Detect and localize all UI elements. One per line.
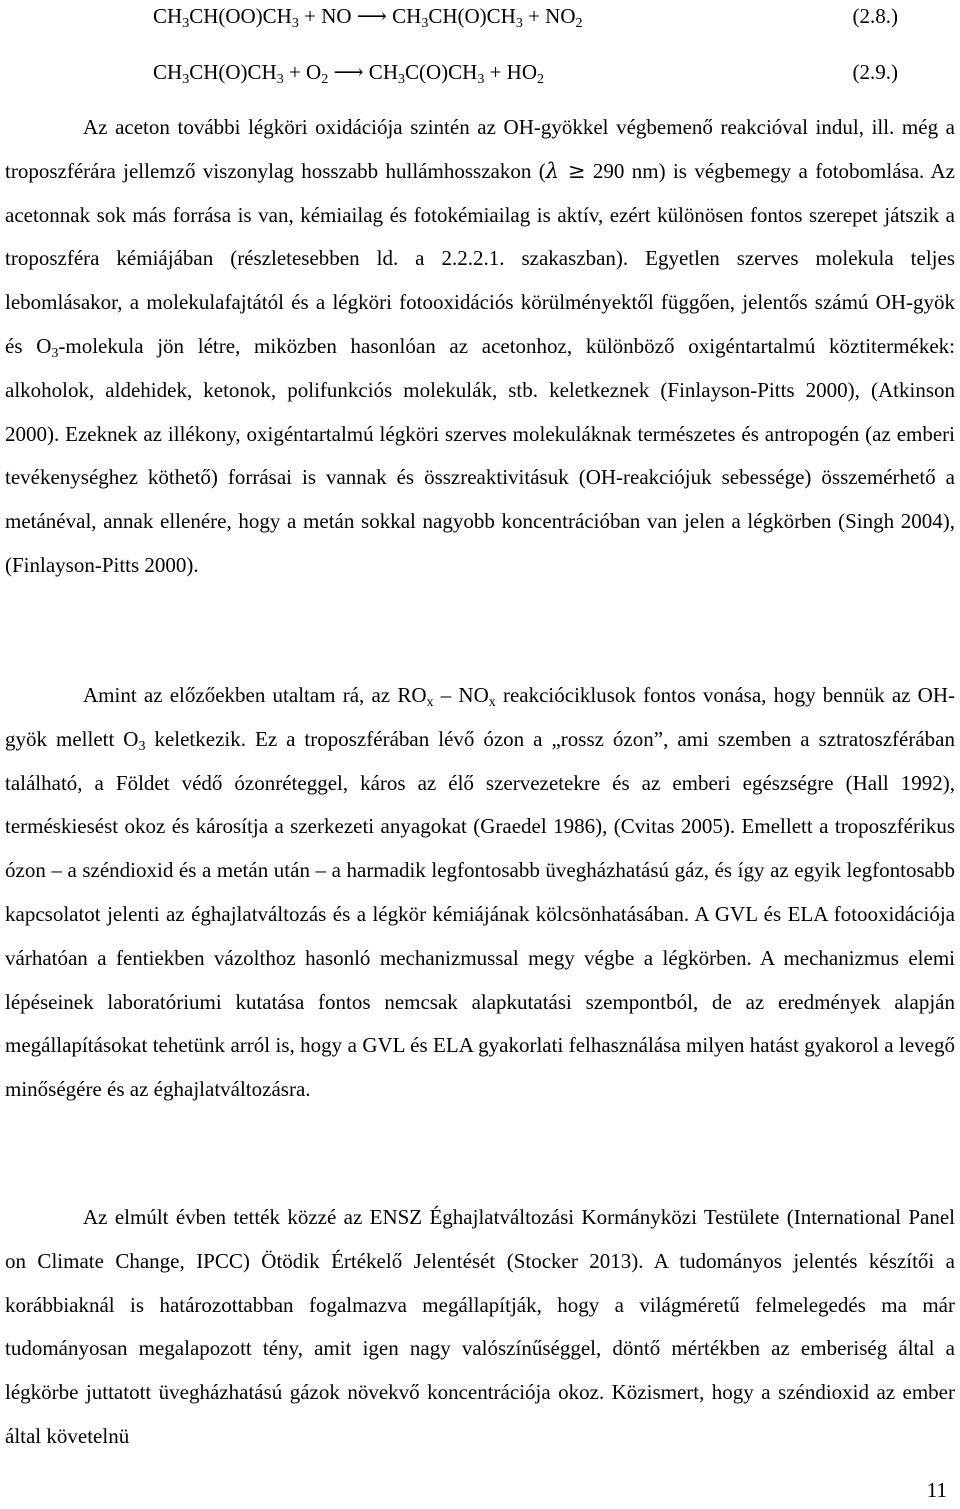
- equation-text: $CH_3CH(O)CH_3 + O_2$ ⟶ $CH_3C(O)CH_3 + HO_2$: [153, 60, 545, 87]
- paragraph-ipcc: Az elmúlt évben tették közzé az ENSZ Éghajlatváltozási Kormányközi Testülete (International Panel on Climate Change, IPCC) Ötödik Értékelő Jelentését (Stocker 2013). A tudományos jelentés készítői a korábbiaknál is határozottabban fogalmazva megállapítják, hogy a világméretű felmelegedés ma már tudományosan megalapozott tény, amit igen nagy valószínűséggel, döntő mértékben az emberiség által a légkörbe juttatott üvegházhatású gázok növekvő koncentrációja okoz. Közismert, hogy a széndioxid az ember által követelnü: [5, 1205, 955, 1448]
- equation-2-9: [153, 60, 898, 87]
- equation-number: (2.9.): [852, 60, 898, 84]
- equation-number: (2.8.): [852, 4, 898, 28]
- equation-2-8: [153, 4, 898, 31]
- paragraph-aceton: Az aceton további légköri oxidációja szintén az OH-gyökkel végbemenő reakcióval indul, ill. még a troposzférára jellemző viszonylag hosszabb hullámhosszakon (λ ≥ 290 nm) is végbemegy a fotobomlása. Az acetonnak sok más forrása is van, kémiailag és fotokémiailag is aktív, ezért különösen fontos szerepet játszik a troposzféra kémiájában (részletesebben ld. a 2.2.2.1. szakaszban). Egyetlen szerves molekula teljes lebomlásakor, a molekulafajtától és a légköri fotooxidációs körülményektől függően, jelentős számú OH-gyök és $O_3$-molekula jön létre, miközben hasonlóan az acetonhoz, különböző oxigéntartalmú köztitermékek: alkoholok, aldehidek, ketonok, polifunkciós molekulák, stb. keletkeznek (Finlayson-Pitts 2000), (Atkinson 2000). Ezeknek az illékony, oxigéntartalmú légköri szerves molekuláknak természetes és antropogén (az emberi tevékenységhez köthető) forrásai is vannak és összreaktivitásuk (OH-reakciójuk sebessége) összemérhető a metánéval, annak ellenére, hogy a metán sokkal nagyobb koncentrációban van jelen a légkörben (Singh 2004), (Finlayson-Pitts 2000).: [5, 115, 955, 577]
- equation-text: $CH_3CH(OO)CH_3$ + NO ⟶ $CH_3CH(O)CH_3 + NO_2$: [153, 4, 583, 31]
- lambda-symbol: λ ≥: [545, 158, 586, 183]
- paragraph-ozon: Amint az előzőekben utaltam rá, az $RO_x - NO_x$ reakcióciklusok fontos vonása, hogy bennük az OH-gyök mellett $O_3$ keletkezik. Ez a troposzférában lévő ózon a „rossz ózon”, ami szemben a sztratoszférában található, a Földet védő ózonréteggel, káros az élő szervezetekre és az emberi egészségre (Hall 1992), terméskiesést okoz és károsítja a szerkezeti anyagokat (Graedel 1986), (Cvitas 2005). Emellett a troposzférikus ózon – a széndioxid és a metán után – a harmadik legfontosabb üvegházhatású gáz, és így az egyik legfontosabb kapcsolatot jelenti az éghajlatváltozás és a légkör kémiájának kölcsönhatásában. A GVL és ELA fotooxidációja várhatóan a fentiekben vázolthoz hasonló mechanizmussal megy végbe a légkörben. A mechanizmus elemi lépéseinek laboratóriumi kutatása fontos nemcsak alapkutatási szempontból, de az eredmények alapján megállapításokat tehetünk arról is, hogy a GVL és ELA gyakorlati felhasználása milyen hatást gyakorol a levegő minőségére és az éghajlatváltozásra.: [5, 683, 955, 1102]
- page-number: 11: [926, 1478, 947, 1502]
